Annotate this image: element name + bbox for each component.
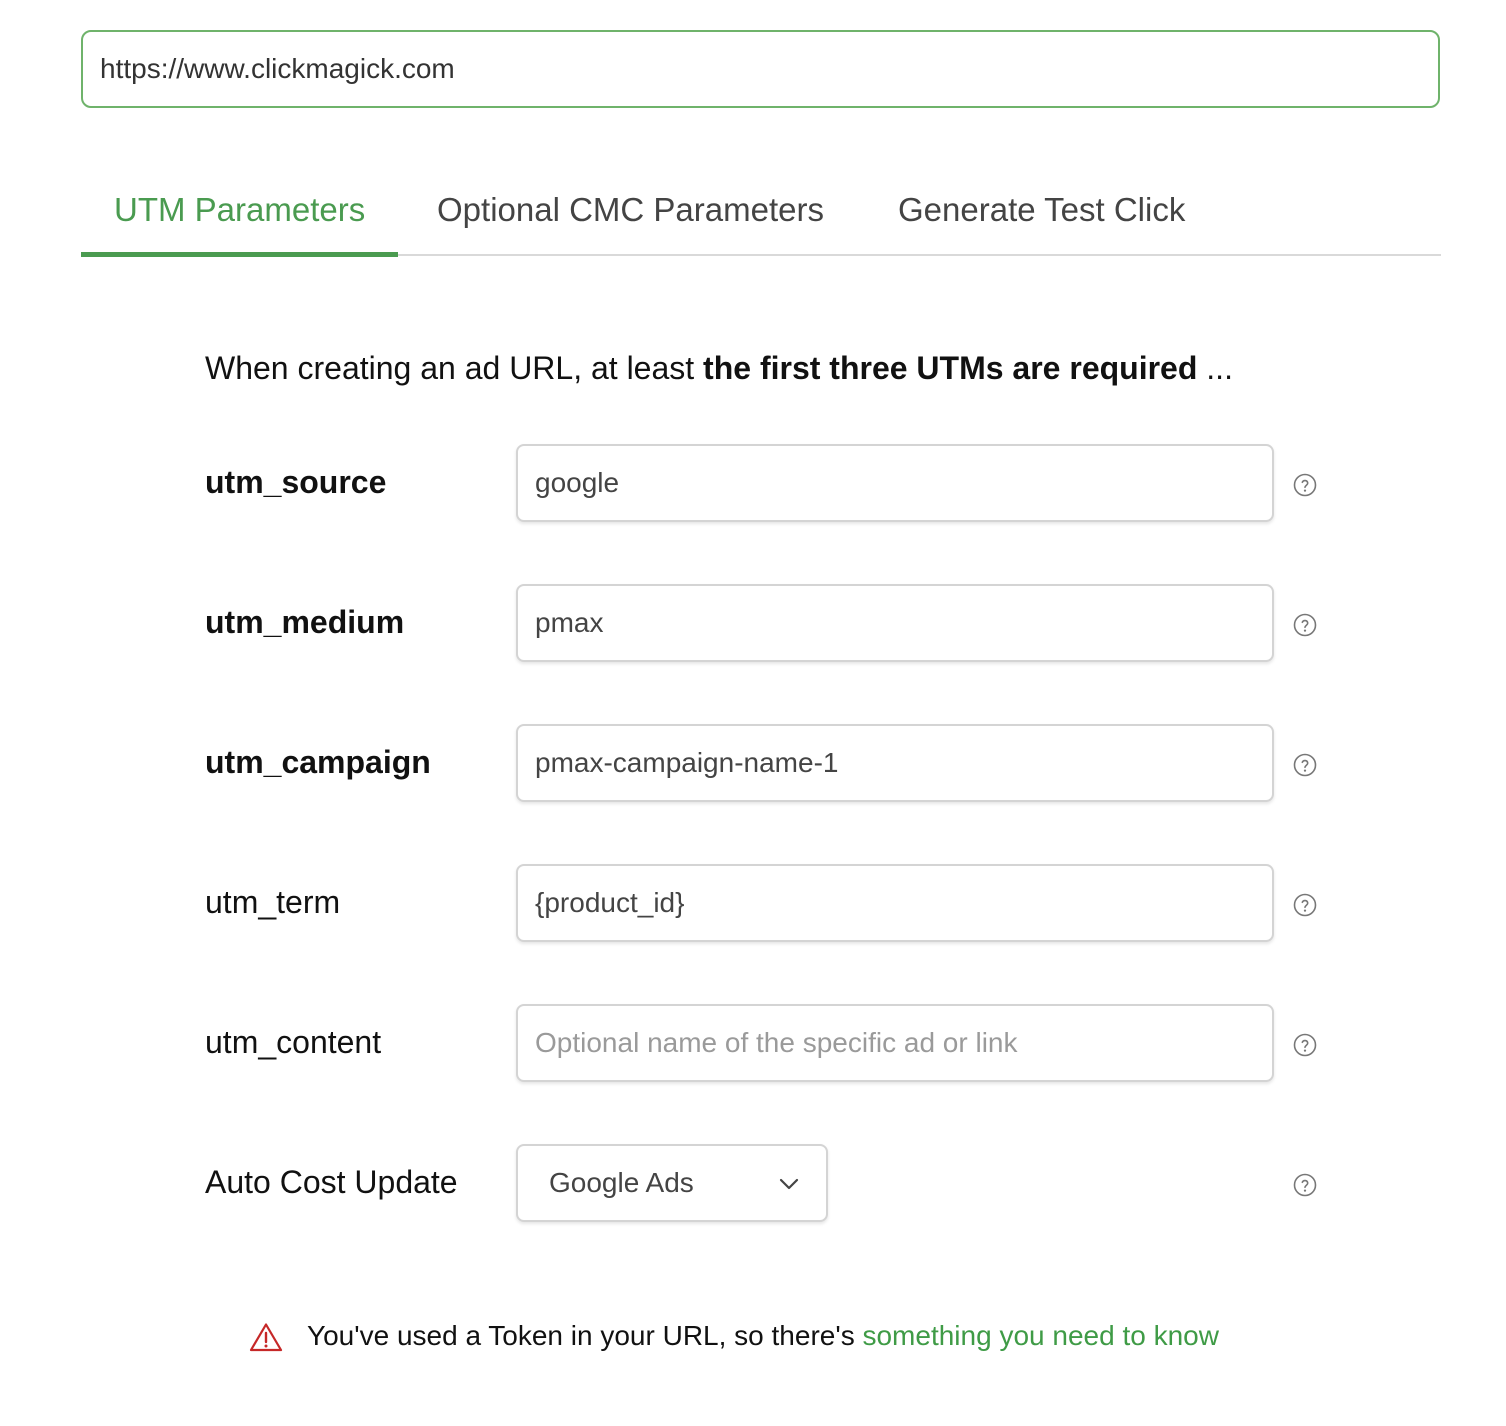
question-circle-icon[interactable]	[1293, 473, 1317, 497]
utm-source-input[interactable]	[516, 444, 1274, 522]
auto-cost-update-select[interactable]	[516, 1144, 828, 1222]
parameter-tabs	[81, 170, 1441, 256]
auto-cost-selected-value: Google Ads	[549, 1167, 694, 1198]
utm-campaign-input[interactable]	[516, 724, 1274, 802]
tab-optional-cmc-parameters[interactable]: Optional CMC Parameters	[437, 191, 824, 228]
intro-prefix: When creating an ad URL, at least	[205, 350, 704, 386]
auto-cost-update-label: Auto Cost Update	[205, 1164, 458, 1200]
tab-generate-test-click[interactable]: Generate Test Click	[898, 191, 1186, 228]
utm-campaign-label: utm_campaign	[205, 744, 431, 780]
warning-text: You've used a Token in your URL, so there's	[307, 1320, 863, 1351]
intro-suffix: ...	[1197, 350, 1233, 386]
question-circle-icon[interactable]	[1293, 1033, 1317, 1057]
question-circle-icon[interactable]	[1293, 753, 1317, 777]
question-circle-icon[interactable]	[1293, 893, 1317, 917]
utm-term-input[interactable]	[516, 864, 1274, 942]
utm-content-input[interactable]	[516, 1004, 1274, 1082]
utm-term-label: utm_term	[205, 884, 341, 920]
utm-content-label: utm_content	[205, 1024, 382, 1060]
warning-message	[307, 1320, 1219, 1352]
utm-medium-label: utm_medium	[205, 604, 405, 640]
question-circle-icon[interactable]	[1293, 613, 1317, 637]
intro-emphasis: the first three UTMs are required	[703, 350, 1198, 386]
utm-requirement-note	[205, 350, 1233, 387]
chevron-down-icon	[776, 1174, 802, 1194]
warning-triangle-icon	[249, 1322, 283, 1352]
tab-utm-parameters[interactable]: UTM Parameters	[114, 170, 365, 254]
utm-source-label: utm_source	[205, 464, 387, 500]
token-info-link[interactable]: something you need to know	[862, 1320, 1219, 1351]
question-circle-icon[interactable]	[1293, 1173, 1317, 1197]
utm-medium-input[interactable]	[516, 584, 1274, 662]
destination-url-input[interactable]	[81, 30, 1440, 108]
